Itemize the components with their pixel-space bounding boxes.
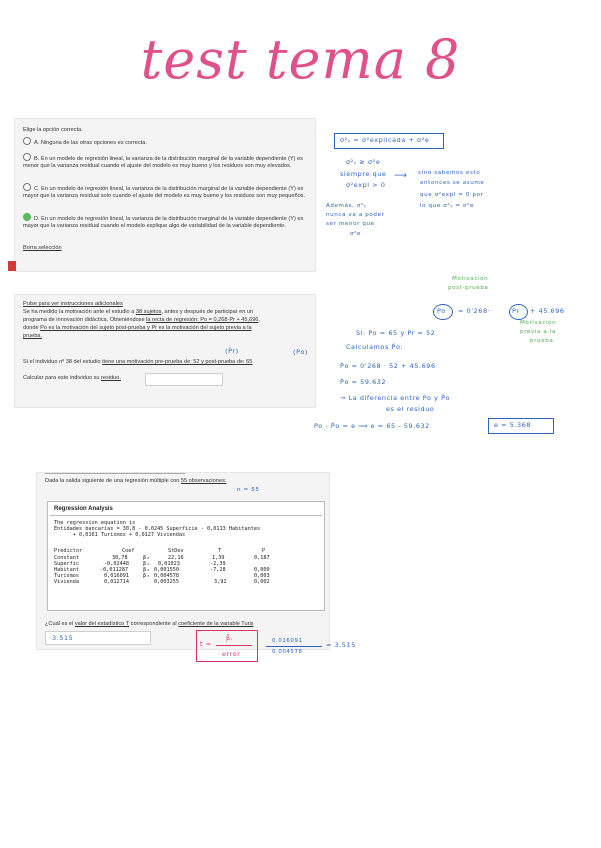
row4-coef: 0,012714 <box>104 579 129 585</box>
q3-question: ¿Cuál es el valor del estadístico T correspondiente al coeficiente de la variable Turis <box>45 621 254 627</box>
note-answer: e = 5.368 <box>494 421 532 429</box>
row3-p: 0,003 <box>254 573 270 579</box>
row4-t: 3,91 <box>214 579 227 585</box>
clear-selection-link[interactable]: Borra selección <box>23 245 62 251</box>
row3-coef: 0,016091 <box>104 573 129 579</box>
row1-stdev: 0,01023 <box>158 561 180 567</box>
row2-coef: -0,011287 <box>100 567 129 573</box>
t-denominator: error <box>222 650 241 658</box>
question-1-prompt: Elige la opción correcta. <box>23 127 83 133</box>
col-header-t: T <box>218 548 222 554</box>
note-formula: σ²ᵧ = σ²explicada + σ²e <box>340 136 430 144</box>
radio-d-selected[interactable] <box>23 213 31 221</box>
note-diff-1: → La diferencia entre Po y P̂o <box>340 394 451 402</box>
t-calc-numerator: 0.016091 <box>272 638 303 644</box>
eq-line-3: + 0,0161 Turismos + 0,0127 Viviendas <box>54 532 186 538</box>
eq-mid: = 0'268· <box>458 307 491 315</box>
row4-stdev: 0,003255 <box>154 579 179 585</box>
row3-stdev: 0,004578 <box>154 573 179 579</box>
row1-t: -2,39 <box>210 561 226 567</box>
radio-c[interactable] <box>23 183 31 191</box>
row1-predictor: Superfic <box>54 561 79 567</box>
eq-po: Po <box>437 307 446 315</box>
row2-stdev: 0,001550 <box>154 567 179 573</box>
annotation-po: (Po) <box>293 348 308 356</box>
side-note-4: σ²e <box>350 231 362 237</box>
radio-b[interactable] <box>23 153 31 161</box>
col-header-p: P <box>262 548 266 554</box>
row0-stdev: 22,16 <box>168 555 184 561</box>
q2-text-line3: donde Po es la motivación del sujeto post-prueba y Pr es la motivación del sujeto previa a la <box>23 325 252 331</box>
residuo-input[interactable] <box>145 373 223 386</box>
row0-t: 1,39 <box>212 555 225 561</box>
t-statistic-input[interactable] <box>45 631 151 645</box>
note-line6: que σ²expl = 0 por <box>420 192 484 198</box>
note-diff-2: es el residuo <box>386 405 435 413</box>
question-1-card <box>14 118 316 272</box>
q3-text: Dada la salida siguiente de una regresión múltiple con 55 observaciones: <box>45 478 227 484</box>
note-line3: σ²expl > 0 <box>346 181 386 189</box>
row2-p: 0,000 <box>254 567 270 573</box>
row1-beta: β₁ <box>143 561 151 567</box>
row0-beta: β₀ <box>143 555 151 561</box>
note-line4: sino sabemos esto <box>418 170 481 176</box>
note-motivation-post: Motivación <box>452 276 489 282</box>
row4-p: 0,002 <box>254 579 270 585</box>
t-result: = 3.515 <box>326 641 356 649</box>
eq-pr: Pr <box>512 307 520 315</box>
side-note-3: ser menor que <box>326 221 375 227</box>
note-line1: σ²ᵧ ≥ σ²e <box>346 158 381 166</box>
regression-title: Regression Analysis <box>54 506 113 512</box>
row2-beta: β₂ <box>143 567 151 573</box>
col-header-coef: Coef <box>122 548 135 554</box>
row0-coef: 30,78 <box>112 555 128 561</box>
row4-predictor: Vivienda <box>54 579 79 585</box>
divider <box>45 473 185 474</box>
row2-predictor: Habitant <box>54 567 79 573</box>
eq-line-2: Entidades bancarias = 30,8 - 0,0245 Superficie - 0,0113 Habitantes <box>54 526 261 532</box>
option-d[interactable]: D. En un modelo de regresión lineal, la varianza de la distribución marginal de la variable dependiente (Y) es mayor que la varianza residual cuando el modelo explique algo de variabilidad de la variable dependiente. <box>23 213 309 231</box>
note-calc-2: P̂o = 59.632 <box>340 378 387 386</box>
side-note-1: Además, σ²ᵧ <box>326 203 367 209</box>
row1-coef: -0,02448 <box>104 561 129 567</box>
arrow-icon: ⟶ <box>394 171 408 181</box>
option-c[interactable]: C. En un modelo de regresión lineal, la varianza de la distribución marginal de la variable dependiente (Y) es mayor que la varianza residual solo cuando el ajuste del modelo es muy bueno y los residuos son muy pequeños. <box>23 183 309 201</box>
col-header-predictor: Predictor <box>54 548 83 554</box>
t-label: t = <box>200 640 212 648</box>
instructions-link[interactable]: Pulse para ver instrucciones adicionales <box>23 301 123 307</box>
eq-end: + 45.696 <box>530 307 565 315</box>
annotation-pr: (Pr) <box>225 347 239 355</box>
radio-a[interactable] <box>23 137 31 145</box>
q2-text-line4: prueba. <box>23 333 42 339</box>
row3-beta: β₃ <box>143 573 151 579</box>
note-si: Si: Po = 65 y Pr = 52 <box>356 329 436 337</box>
row2-t: -7,28 <box>210 567 226 573</box>
note-motivation-pre-2: previa a la <box>520 329 557 335</box>
note-line2: siempre que <box>340 170 387 178</box>
note-motivation-post-2: post-prueba <box>448 285 489 291</box>
t-numerator: β̂ᵢ <box>226 634 233 642</box>
question-2-card <box>14 294 316 408</box>
q2-text-line1: Se ha medido la motivación ante el estudio a 38 sujetos, antes y después de participar en un <box>23 309 254 315</box>
note-line5: entonces se asume <box>420 180 485 186</box>
row3-predictor: Turismos <box>54 573 79 579</box>
note-line7: lo que σ²ᵧ = σ²e <box>420 203 475 209</box>
q2-text-line5: Si el individuo nº 38 del estudio tiene una motivación pre-prueba de: 52 y post-prueba de: 65 <box>23 359 253 365</box>
row0-predictor: Constant <box>54 555 79 561</box>
n-annotation: n = 55 <box>237 487 260 493</box>
note-final: Po - P̂o = e ⟹ e = 65 - 59.632 <box>314 422 430 430</box>
col-header-stdev: StDev <box>168 548 184 554</box>
side-note-2: nunca va a poder <box>326 212 385 218</box>
question-3-card <box>36 472 330 650</box>
q2-ask: Calcular para este individuo su residuo. <box>23 375 121 381</box>
t-answer-value: 3.515 <box>52 634 74 642</box>
note-calc-1: P̂o = 0'268 · 52 + 45.696 <box>340 362 436 370</box>
note-motivation-pre: Motivación <box>520 320 557 326</box>
note-motivation-pre-3: prueba <box>530 338 554 344</box>
row0-p: 0,187 <box>254 555 270 561</box>
regression-output-box <box>47 501 325 611</box>
option-b[interactable]: B. En un modelo de regresión lineal, la varianza de la distribución marginal de la variable dependiente (Y) es menor que la varianza residual cuando el ajuste del modelo es muy bueno y los residuos son muy elevados. <box>23 153 309 171</box>
q2-text-line2: programa de innovación didáctica. Obteniéndose la recta de regresión: Po = 0,268·Pr + 45,696, <box>23 317 260 323</box>
eq-line-1: The regression equation is <box>54 520 136 526</box>
t-calc-denominator: 0.004578 <box>272 649 303 655</box>
option-a[interactable]: A. Ninguna de las otras opciones es correcta. <box>23 137 309 147</box>
flag-marker <box>8 261 16 271</box>
page-title: test tema 8 <box>140 28 461 91</box>
note-calc: Calculamos P̂o: <box>346 343 404 351</box>
